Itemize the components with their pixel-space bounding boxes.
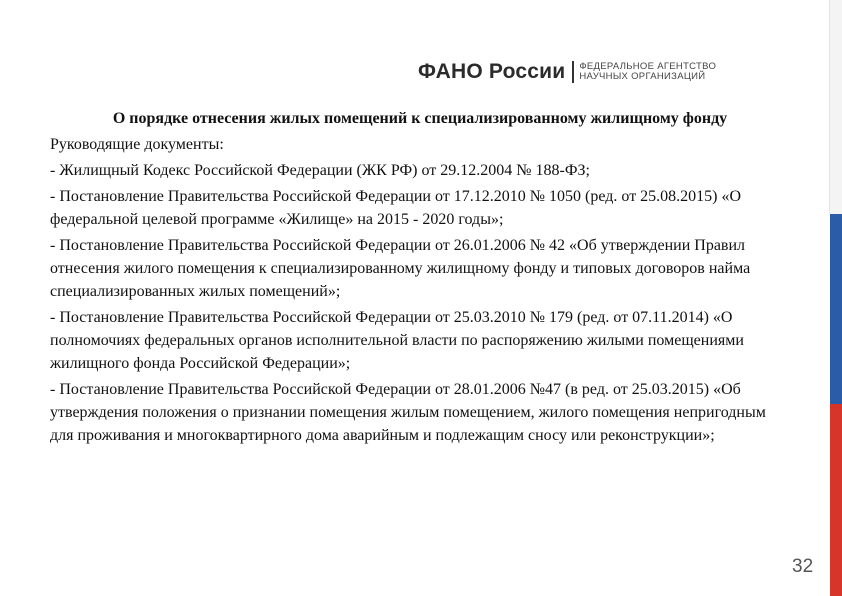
flag-stripe-blue xyxy=(830,214,842,404)
page-number: 32 xyxy=(792,556,814,577)
documents-heading: Руководящие документы: xyxy=(50,136,224,153)
logo-subtitle-line2: НАУЧНЫХ ОРГАНИЗАЦИЙ xyxy=(579,71,706,82)
logo-subtitle xyxy=(579,62,716,82)
logo-main-text: ФАНО России xyxy=(418,60,566,83)
document-item-5: - Постановление Правительства Российской Федерации от 28.01.2006 №47 (в ред. от 25.03.2015) «Об утверждения положения о признании помещения жилым помещением, жилого помещения непригодным для проживания и многоквартирного дома аварийным и подлежащим сносу или реконструкции»; xyxy=(50,381,766,444)
fano-logo xyxy=(418,59,716,85)
slide-content xyxy=(50,108,790,450)
document-item-1: - Жилищный Кодекс Российской Федерации (ЖК РФ) от 29.12.2004 № 188-ФЗ; xyxy=(50,162,590,179)
slide-title: О порядке отнесения жилых помещений к специализированному жилищному фонду xyxy=(112,110,728,127)
flag-stripe-red xyxy=(830,404,842,596)
logo-subtitle-line1: ФЕДЕРАЛЬНОЕ АГЕНТСТВО xyxy=(579,61,717,72)
document-item-4: - Постановление Правительства Российской Федерации от 25.03.2010 № 179 (ред. от 07.11.2014) «О полномочиях федеральных органов исполнительной власти по распоряжению жилыми помещениями жилищного фонда Российской Федерации»; xyxy=(50,309,744,372)
flag-stripe-white xyxy=(829,0,842,214)
logo-separator xyxy=(572,61,574,83)
document-item-2: - Постановление Правительства Российской Федерации от 17.12.2010 № 1050 (ред. от 25.08.2015) «О федеральной целевой программе «Жилище» на 2015 - 2020 годы»; xyxy=(50,188,742,228)
document-item-3: - Постановление Правительства Российской Федерации от 26.01.2006 № 42 «Об утверждении Правил отнесения жилого помещения к специализированному жилищному фонду и типовых договоров найма специализированных жилых помещений»; xyxy=(50,237,751,300)
